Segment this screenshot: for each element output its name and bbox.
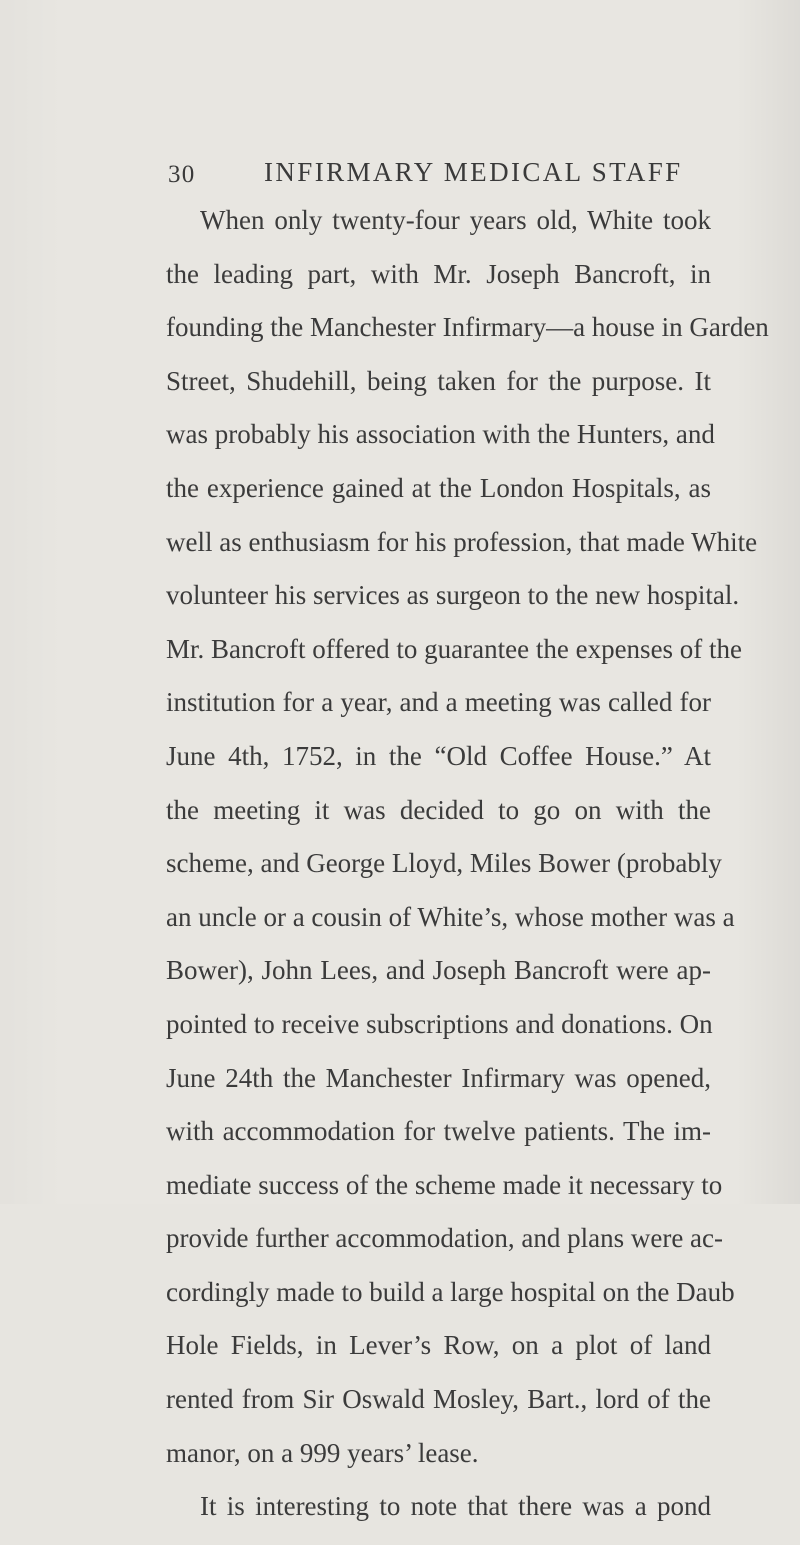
text-line: provide further accommodation, and plans were ac- bbox=[166, 1223, 724, 1254]
text-line: with accommodation for twelve patients. The im- bbox=[166, 1116, 711, 1147]
text-line: June 24th the Manchester Infirmary was opened, bbox=[166, 1062, 711, 1093]
text-line: the experience gained at the London Hospitals, as bbox=[166, 472, 711, 503]
body-text bbox=[166, 205, 769, 1545]
text-line: institution for a year, and a meeting was called for bbox=[166, 687, 711, 718]
text-line: Street, Shudehill, being taken for the purpose. It bbox=[166, 365, 711, 396]
text-line: rented from Sir Oswald Mosley, Bart., lord of the bbox=[166, 1384, 711, 1415]
text-line: It is interesting to note that there was a pond bbox=[200, 1491, 711, 1522]
text-line: scheme, and George Lloyd, Miles Bower (probably bbox=[166, 848, 722, 879]
text-line: When only twenty-four years old, White took bbox=[200, 205, 711, 235]
text-line: the meeting it was decided to go on with the bbox=[166, 794, 711, 825]
text-line: manor, on a 999 years’ lease. bbox=[166, 1437, 479, 1468]
running-head-title: INFIRMARY MEDICAL STAFF bbox=[264, 157, 683, 187]
text-line: volunteer his services as surgeon to the new hospital. bbox=[166, 580, 740, 611]
text-line: Bower), John Lees, and Joseph Bancroft were ap- bbox=[166, 955, 711, 986]
text-line: Mr. Bancroft offered to guarantee the expenses of the bbox=[166, 633, 743, 664]
page-number: 30 bbox=[168, 161, 196, 188]
text-line: an uncle or a cousin of White’s, whose mother was a bbox=[166, 901, 735, 932]
text-line: mediate success of the scheme made it necessary to bbox=[166, 1169, 723, 1200]
text-line: well as enthusiasm for his profession, that made White bbox=[166, 526, 758, 557]
text-line: was probably his association with the Hunters, and bbox=[166, 419, 715, 450]
running-head bbox=[168, 157, 768, 193]
text-line: June 4th, 1752, in the “Old Coffee House.” At bbox=[166, 740, 711, 771]
text-line: founding the Manchester Infirmary—a house in Garden bbox=[166, 312, 769, 343]
text-line: the leading part, with Mr. Joseph Bancroft, in bbox=[166, 258, 711, 289]
text-line: cordingly made to build a large hospital on the Daub bbox=[166, 1276, 735, 1307]
text-line: Hole Fields, in Lever’s Row, on a plot of land bbox=[166, 1330, 711, 1361]
text-line: pointed to receive subscriptions and donations. On bbox=[166, 1008, 713, 1039]
